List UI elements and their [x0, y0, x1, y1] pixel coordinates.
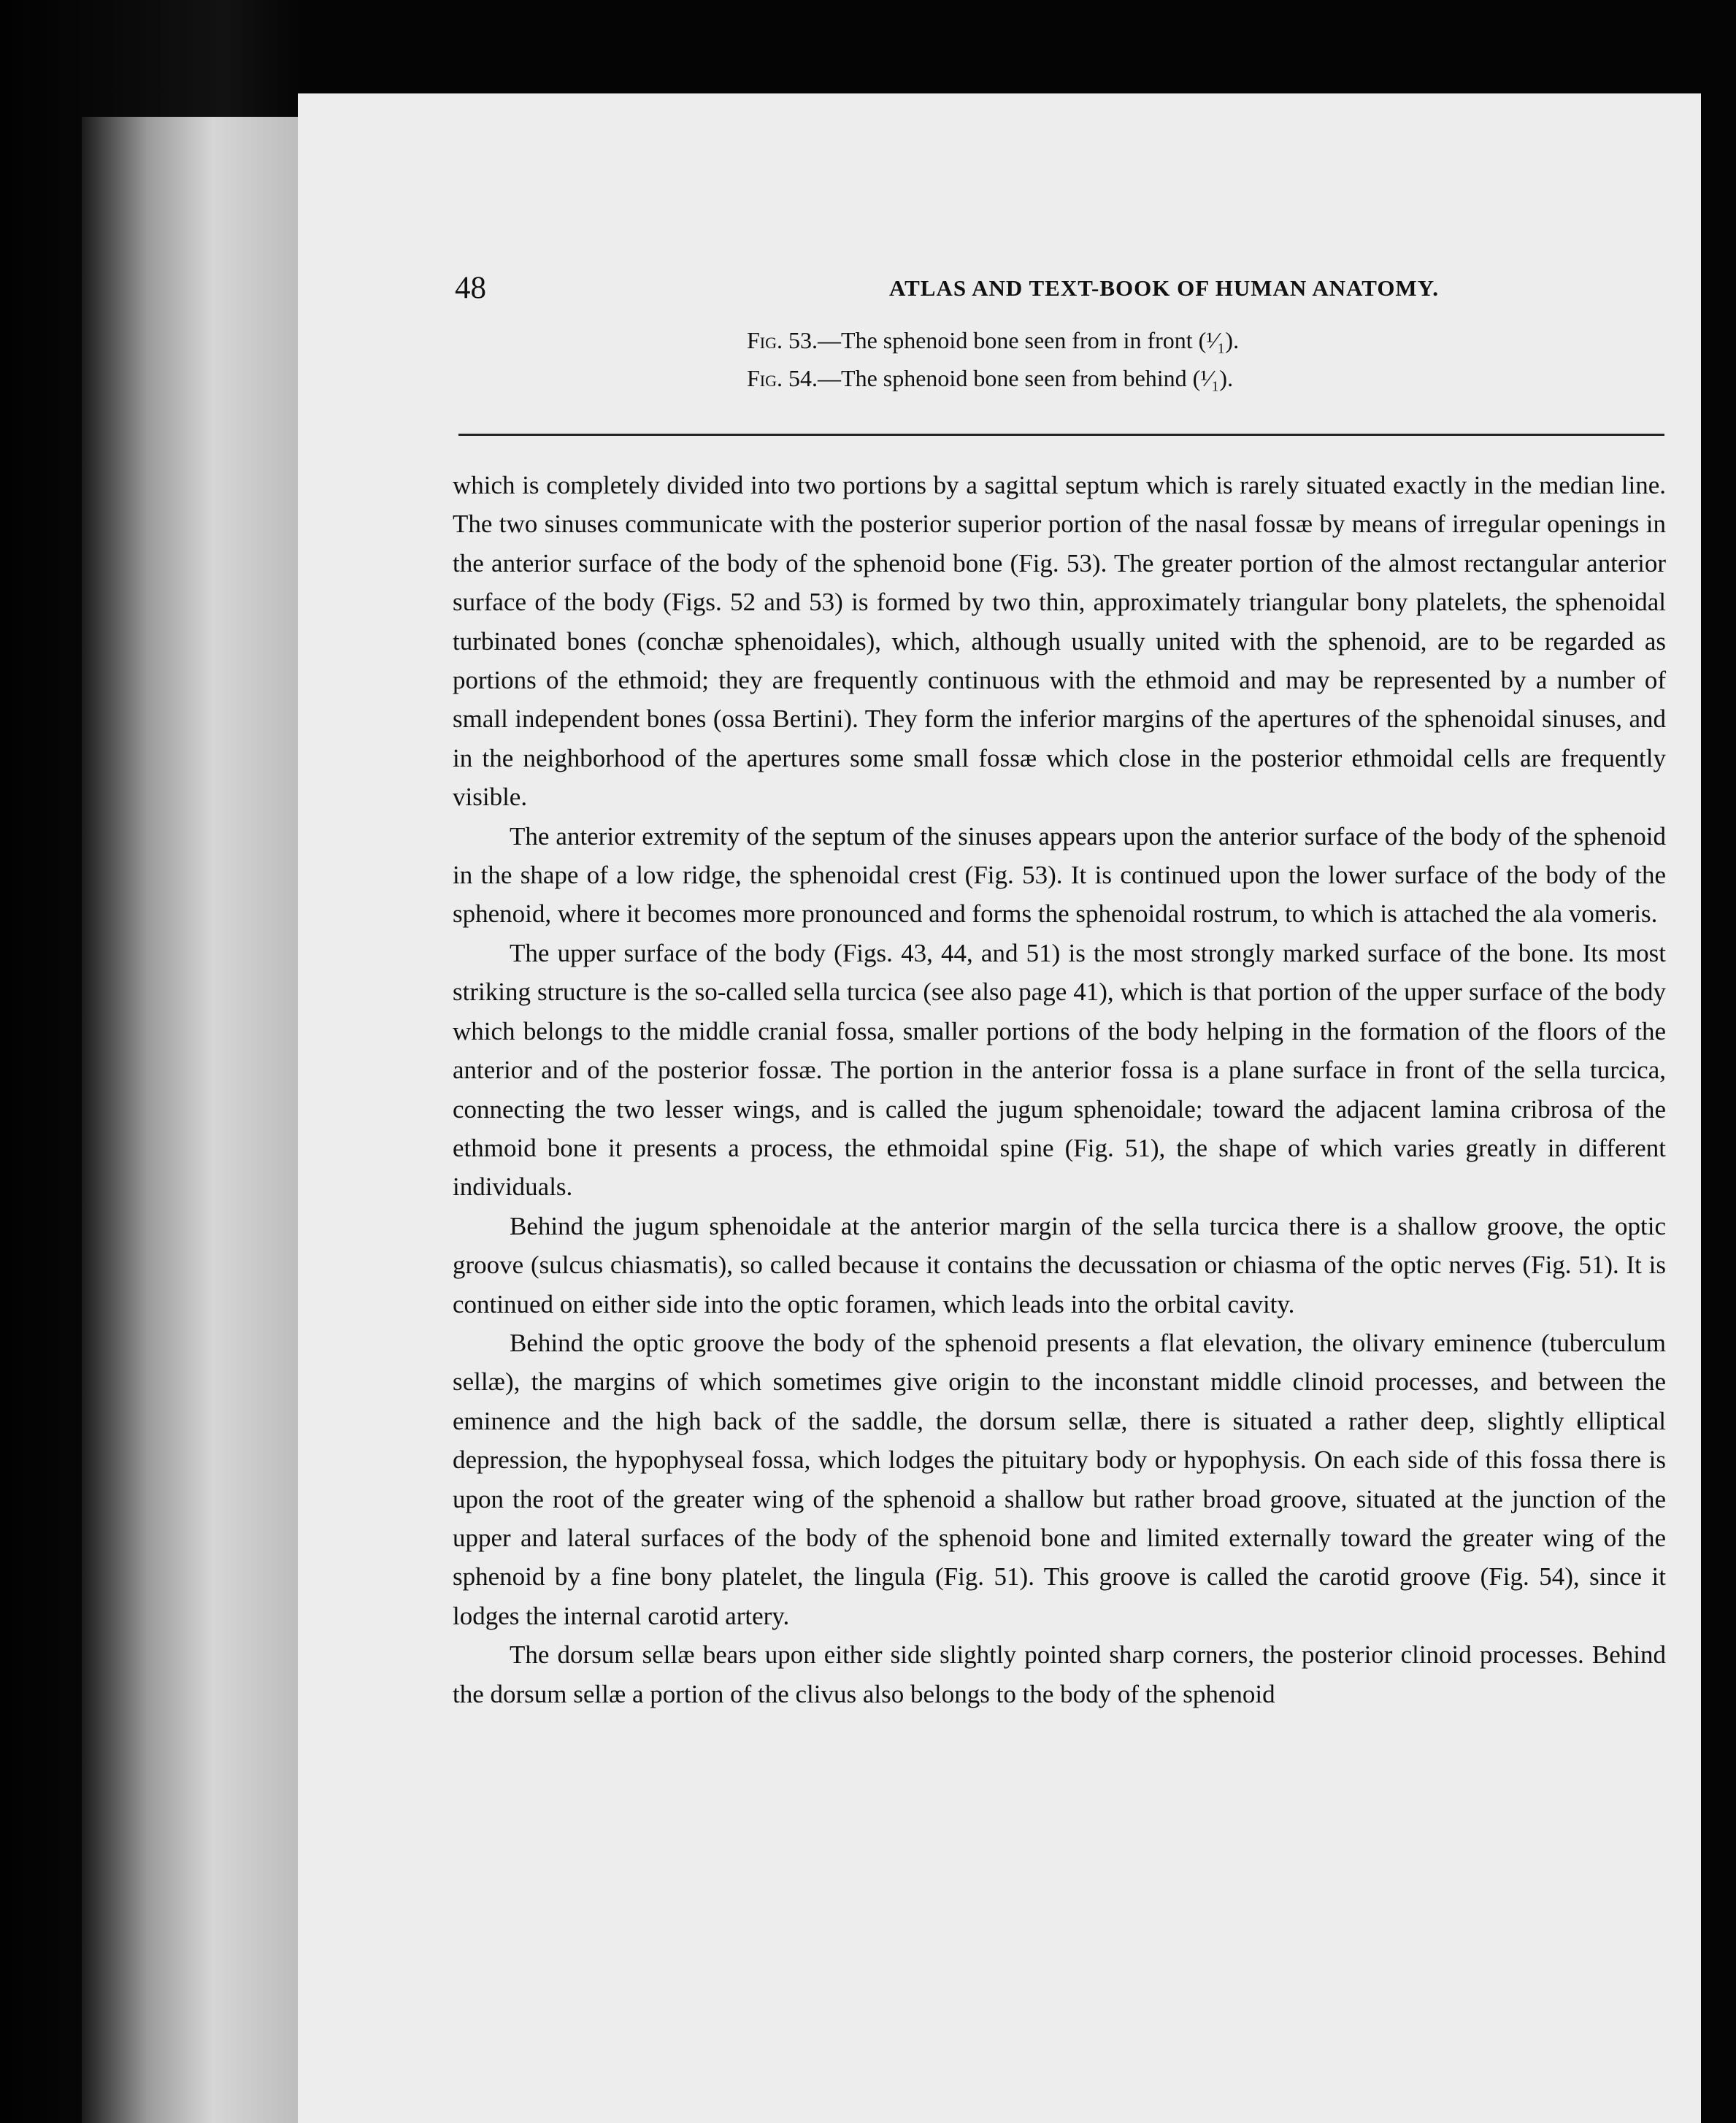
paragraph: Behind the jugum sphenoidale at the anterior margin of the sella turcica there is a shallow groove, the optic groove (sulcus chiasmatis), so called because it contains the decussation or chiasma of the optic nerves (Fig. 51). It is continued on either side into the optic foramen, which leads into the orbital cavity.	[453, 1211, 1666, 1318]
running-head: ATLAS AND TEXT-BOOK OF HUMAN ANATOMY.	[889, 275, 1439, 301]
horizontal-rule	[458, 434, 1664, 436]
page-header	[455, 270, 1696, 314]
figure-caption	[747, 327, 1239, 354]
paragraph: The anterior extremity of the septum of the sinuses appears upon the anterior surface of the body of the sphenoid in the shape of a low ridge, the sphenoidal crest (Fig. 53). It is continued upon the lower surface of the body of the sphenoid, where it becomes more pronounced and forms the sphenoidal rostrum, to which is attached the ala vomeris.	[453, 821, 1666, 929]
figure-caption-text: —The sphenoid bone seen from behind (¹⁄₁).	[818, 365, 1234, 391]
paragraph: which is completely divided into two portions by a sagittal septum which is rarely situated exactly in the median line. The two sinuses communicate with the posterior superior portion of the nasal fossæ by means of irregular openings in the anterior surface of the body of the sphenoid bone (Fig. 53). The greater portion of the almost rectangular anterior surface of the body (Figs. 52 and 53) is formed by two thin, approximately triangular bony platelets, the sphenoidal turbinated bones (conchæ sphenoidales), which, although usually united with the sphenoid, are to be regarded as portions of the ethmoid; they are frequently continuous with the ethmoid and may be represented by a number of small independent bones (ossa Bertini). They form the inferior margins of the apertures of the sphenoidal sinuses, and in the neighborhood of the apertures some small fossæ which close in the posterior ethmoidal cells are frequently visible.	[453, 471, 1666, 812]
stacked-page-edges	[82, 117, 301, 2123]
paragraph: The dorsum sellæ bears upon either side slightly pointed sharp corners, the posterior clinoid processes. Behind the dorsum sellæ a portion of the clivus also belongs to the body of the sphenoid	[453, 1640, 1666, 1708]
page-number: 48	[455, 271, 486, 305]
figure-caption-text: —The sphenoid bone seen from in front (¹⁄₁).	[818, 327, 1240, 353]
figure-caption	[747, 365, 1233, 392]
paragraph: The upper surface of the body (Figs. 43, 44, and 51) is the most strongly marked surface of the bone. Its most striking structure is the so-called sella turcica (see also page 41), which is that portion of the upper surface of the body which belongs to the middle cranial fossa, smaller portions of the body helping in the formation of the floors of the anterior and of the posterior fossæ. The portion in the anterior fossa is a plane surface in front of the sella turcica, connecting the two lesser wings, and is called the jugum sphenoidale; toward the adjacent lamina cribrosa of the ethmoid bone it presents a process, the ethmoidal spine (Fig. 51), the shape of which varies greatly in different individuals.	[453, 938, 1666, 1202]
figure-label: Fig. 54.	[747, 365, 818, 391]
figure-label: Fig. 53.	[747, 327, 818, 353]
body-text	[453, 466, 1666, 1713]
paragraph: Behind the optic groove the body of the sphenoid presents a flat elevation, the olivary eminence (tuberculum sellæ), the margins of which sometimes give origin to the inconstant middle clinoid processes, and between the eminence and the high back of the saddle, the dorsum sellæ, there is situated a rather deep, slightly elliptical depression, the hypophyseal fossa, which lodges the pituitary body or hypophysis. On each side of this fossa there is upon the root of the greater wing of the sphenoid a shallow but rather broad groove, situated at the junction of the upper and lateral surfaces of the body of the sphenoid bone and limited externally toward the greater wing of the sphenoid by a fine bony platelet, the lingula (Fig. 51). This groove is called the carotid groove (Fig. 54), since it lodges the internal carotid artery.	[453, 1328, 1666, 1630]
book-page	[298, 93, 1701, 2123]
